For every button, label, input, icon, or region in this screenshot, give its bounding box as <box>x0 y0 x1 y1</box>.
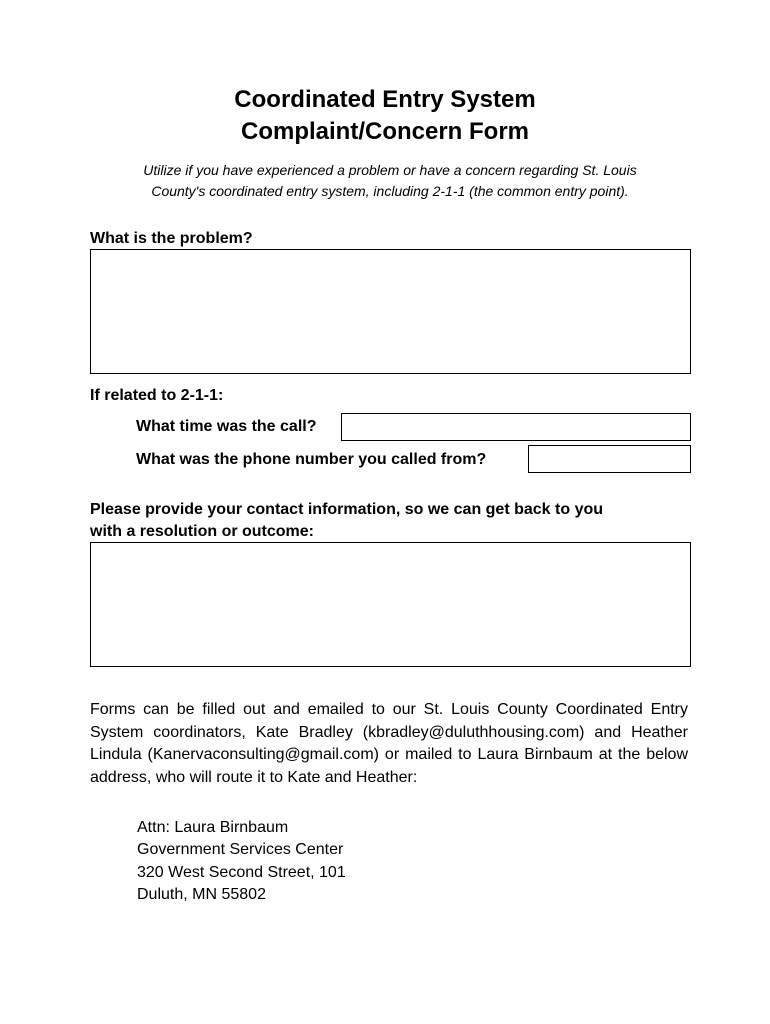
address-line-city: Duluth, MN 55802 <box>137 886 266 903</box>
problem-textarea[interactable] <box>90 249 691 374</box>
form-title-line2: Complaint/Concern Form <box>240 118 529 145</box>
form-subtitle: Utilize if you have experienced a problem or have a concern regarding St. Louis County's coordinated entry system, including 2-1-1 (the common entry point). <box>143 162 637 199</box>
form-title-line1: Coordinated Entry System <box>234 86 536 113</box>
address-line-attn: Attn: Laura Birnbaum <box>137 819 289 836</box>
problem-label: What is the problem? <box>90 230 253 247</box>
phone-number-label: What was the phone number you called from? <box>136 451 487 468</box>
address-line-building: Government Services Center <box>137 841 344 858</box>
address-line-street: 320 West Second Street, 101 <box>137 864 346 881</box>
call-time-label: What time was the call? <box>136 418 317 435</box>
contact-label-line2: with a resolution or outcome: <box>90 523 315 540</box>
contact-label-line1: Please provide your contact information, so we can get back to you <box>90 501 604 518</box>
submission-instructions: Forms can be filled out and emailed to our St. Louis County Coordinated Entry System coordinators, Kate Bradley (kbradley@duluthhousing.com) and Heather Lindula (Kanervaconsulting@gmail.com) or mailed to Laura Birnbaum at the below address, who will route it to Kate and Heather: <box>90 701 688 786</box>
contact-textarea[interactable] <box>90 542 691 667</box>
call-time-input[interactable] <box>341 413 691 441</box>
related-211-heading: If related to 2-1-1: <box>90 387 224 404</box>
phone-number-input[interactable] <box>528 445 691 473</box>
